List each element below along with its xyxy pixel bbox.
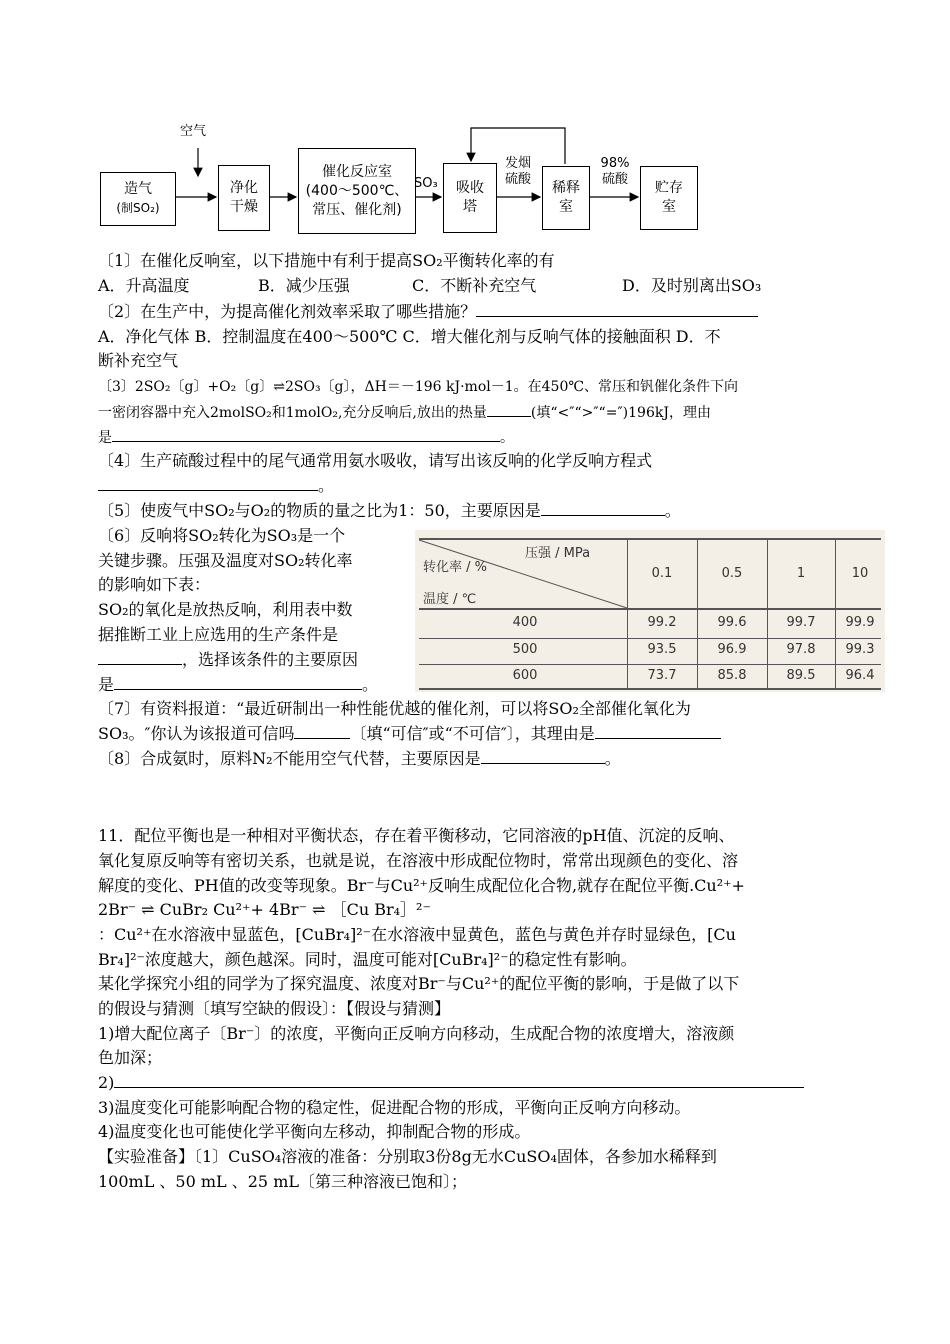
fuming-label-1: 发烟 (504, 156, 531, 171)
acid-label-2: 硫酸 (601, 172, 628, 187)
q1-option-a: A．升高温度 (98, 276, 190, 295)
q7-line2 (98, 724, 721, 744)
q3-heat-blank[interactable] (487, 402, 531, 417)
pressure-3: 10 (851, 566, 869, 581)
cell-2-1: 85.8 (717, 668, 747, 683)
q3-line3-end: 。 (500, 430, 514, 446)
cell-0-2: 99.7 (786, 615, 816, 630)
box5-line1: 稀释 (552, 180, 580, 196)
box-catalytic-reactor (298, 148, 416, 234)
q2-options-line2: 断补充空气 (98, 351, 179, 370)
box3-line2: (400～500℃、 (305, 182, 409, 199)
q7-credible-blank[interactable] (294, 724, 350, 739)
header-rate: 转化率 / % (423, 560, 487, 575)
q5-line (98, 501, 681, 521)
air-label: 空气 (180, 124, 207, 139)
q11-line5: ：Cu²⁺在水溶液中显蓝色，[CuBr₄]²⁻在水溶液中显黄色，蓝色与黄色并存时显绿色，[Cu (98, 925, 736, 944)
temp-2: 600 (512, 668, 538, 683)
q1-option-d: D．及时别离出SO₃ (622, 276, 762, 295)
q7-line2-text: SO₃。″你认为该报道可信吗 (98, 724, 295, 743)
q5-text: 〔5〕使废气中SO₂与O₂的物质的量之比为1：50，主要原因是 (98, 501, 541, 520)
q11-line10: 色加深； (98, 1048, 163, 1067)
cell-1-1: 96.9 (717, 642, 747, 657)
q3-reason-blank[interactable] (112, 427, 500, 442)
q6-line1: 〔6〕反响将SO₂转化为SO₃是一个 (98, 526, 346, 545)
q11-line14: 【实验准备】〔1〕CuSO₄溶液的准备：分别取3份8g无水CuSO₄固体，各参加水稀释到 (98, 1147, 717, 1166)
so3-label: SO₃ (414, 176, 438, 191)
q3-line3 (98, 427, 514, 448)
q4-line2 (98, 476, 334, 496)
box5-line2: 室 (559, 199, 573, 215)
q11-line9: 1)增大配位离子〔Br⁻〕的浓度，平衡向正反响方向移动，生成配合物的浓度增大，溶液颜 (98, 1024, 735, 1043)
q6-line6-end: ，选择该条件的主要原因 (182, 650, 359, 669)
q11-line3: 解度的变化、PH值的改变等现象。Br⁻与Cu²⁺反响生成配位化合物,就存在配位平衡.Cu²⁺+ (98, 876, 745, 895)
q6-line7-end: 。 (362, 675, 379, 694)
q11-line11 (98, 1073, 804, 1093)
q3-line2-text: 一密闭容器中充入2molSO₂和1molO₂,充分反响后,放出的热量 (98, 405, 487, 421)
acid-label-1: 98% (600, 156, 630, 171)
box-absorption-tower (443, 163, 497, 233)
box6-line2: 室 (662, 199, 676, 215)
q1-stem: 〔1〕在催化反响室，以下措施中有利于提高SO₂平衡转化率的有 (98, 251, 555, 270)
q11-line8: 的假设与猜测〔填写空缺的假设〕：【假设与猜测】 (98, 999, 451, 1018)
box4-line1: 吸收 (456, 180, 484, 196)
box-storage-room (640, 166, 698, 230)
q11-line2: 氧化复原反响等有密切关系，也就是说，在溶液中形成配位物时，常常出现颜色的变化、溶 (98, 851, 739, 870)
q11-line12: 3)温度变化可能影响配合物的稳定性，促进配合物的形成，平衡向正反响方向移动。 (98, 1098, 691, 1117)
q2-stem-text: 〔2〕在生产中，为提高催化剂效率采取了哪些措施？ (98, 302, 477, 321)
conversion-table (415, 530, 885, 692)
q3-line3-text: 是 (98, 430, 112, 446)
q5-reason-blank[interactable] (541, 501, 665, 516)
cell-1-3: 99.3 (845, 642, 875, 657)
q7-line1: 〔7〕有资料报道：“最近研制出一种性能优越的催化剂，可以将SO₂全部催化氧化为 (98, 699, 691, 718)
q7-reason-blank[interactable] (595, 724, 721, 739)
box1-line2: (制SO₂) (116, 201, 160, 215)
q6-line3: 的影响如下表： (98, 575, 211, 594)
cell-0-3: 99.9 (845, 615, 875, 630)
q11-line6: Br₄]²⁻浓度越大，颜色越深。同时，温度可能对[CuBr₄]²⁻的稳定性有影响。 (98, 950, 637, 969)
box4-line2: 塔 (463, 199, 477, 215)
box3-line3: 常压、催化剂) (312, 201, 402, 218)
pressure-1: 0.5 (721, 566, 743, 581)
fuming-label-2: 硫酸 (504, 172, 531, 187)
box1-line1: 造气 (124, 181, 152, 197)
box2-line2: 干燥 (230, 199, 258, 215)
q6-line7 (98, 675, 378, 695)
q11-line4: 2Br⁻ ⇌ CuBr₂ Cu²⁺+ 4Br⁻ ⇌ ［Cu Br₄］²⁻ (98, 900, 431, 919)
temp-1: 500 (512, 642, 538, 657)
q2-stem (98, 302, 758, 322)
box2-line1: 净化 (230, 180, 258, 196)
q11-line11-text: 2) (98, 1073, 115, 1092)
q11-line7: 某化学探究小组的同学为了探究温度、浓度对Br⁻与Cu²⁺的配位平衡的影响，于是做了以下 (98, 974, 740, 993)
cell-1-2: 97.8 (786, 642, 816, 657)
cell-0-0: 99.2 (647, 615, 677, 630)
q8-end: 。 (604, 749, 621, 768)
q6-line5: 据推断工业上应选用的生产条件是 (98, 625, 339, 644)
q11-line15: 100mL 、50 mL 、25 mL〔第三种溶液已饱和〕； (98, 1172, 467, 1191)
q4-equation-blank[interactable] (98, 476, 318, 491)
pressure-2: 1 (796, 566, 806, 581)
q8-line (98, 749, 621, 769)
q4-line2-end: 。 (318, 476, 335, 495)
q5-end: 。 (664, 501, 681, 520)
header-pressure: 压强 / MPa (525, 546, 591, 561)
q8-reason-blank[interactable] (481, 749, 605, 764)
box6-line1: 贮存 (655, 180, 683, 196)
q6-reason-blank[interactable] (114, 675, 362, 690)
box-gas-production (100, 172, 176, 226)
cell-2-3: 96.4 (845, 668, 875, 683)
pressure-0: 0.1 (651, 566, 673, 581)
q3-line2-text-b: (填“<″“>″“=″)196kJ，理由 (530, 405, 711, 421)
q11-hypothesis-blank[interactable] (114, 1073, 804, 1088)
q3-line2 (98, 402, 711, 423)
box-dilution-room (542, 166, 590, 230)
temp-0: 400 (512, 615, 538, 630)
q6-line2: 关键步骤。压强及温度对SO₂转化率 (98, 551, 353, 570)
q8-text: 〔8〕合成氨时，原料N₂不能用空气代替，主要原因是 (98, 749, 481, 768)
q4-line1: 〔4〕生产硫酸过程中的尾气通常用氨水吸收，请写出该反响的化学反响方程式 (98, 451, 653, 470)
q1-option-b: B．减少压强 (258, 276, 350, 295)
q1-option-c: C．不断补充空气 (412, 276, 537, 295)
q6-line4: SO₂的氧化是放热反响，利用表中数 (98, 600, 353, 619)
q6-line7-text: 是 (98, 675, 115, 694)
q11-line13: 4)温度变化也可能使化学平衡向左移动，抑制配合物的形成。 (98, 1122, 531, 1141)
cell-0-1: 99.6 (717, 615, 747, 630)
acid-98-label (595, 156, 635, 188)
q6-condition-blank[interactable] (98, 650, 182, 665)
box-purify-dry (218, 165, 270, 231)
q3-line1: 〔3〕2SO₂〔g〕+O₂〔g〕⇌2SO₃〔g〕，ΔH＝－196 kJ·mol－1。在450℃、常压和钒催化条件下向 (98, 379, 739, 395)
cell-1-0: 93.5 (647, 642, 677, 657)
box3-line1: 催化反应室 (322, 163, 392, 180)
cell-2-2: 89.5 (786, 668, 816, 683)
fuming-acid-label (498, 156, 538, 188)
cell-2-0: 73.7 (647, 668, 677, 683)
q6-line6 (98, 650, 358, 670)
header-temp: 温度 / ℃ (423, 592, 477, 607)
q2-options-line1: A．净化气体 B．控制温度在400～500℃ C．增大催化剂与反响气体的接触面积 D．不 (98, 327, 721, 346)
q11-line1: 11．配位平衡也是一种相对平衡状态，存在着平衡移动，它同溶液的pH值、沉淀的反响、 (98, 826, 735, 845)
q2-answer-blank[interactable] (476, 302, 758, 317)
q7-line2-text-b: 〔填“可信″或“不可信″〕，其理由是 (350, 724, 595, 743)
